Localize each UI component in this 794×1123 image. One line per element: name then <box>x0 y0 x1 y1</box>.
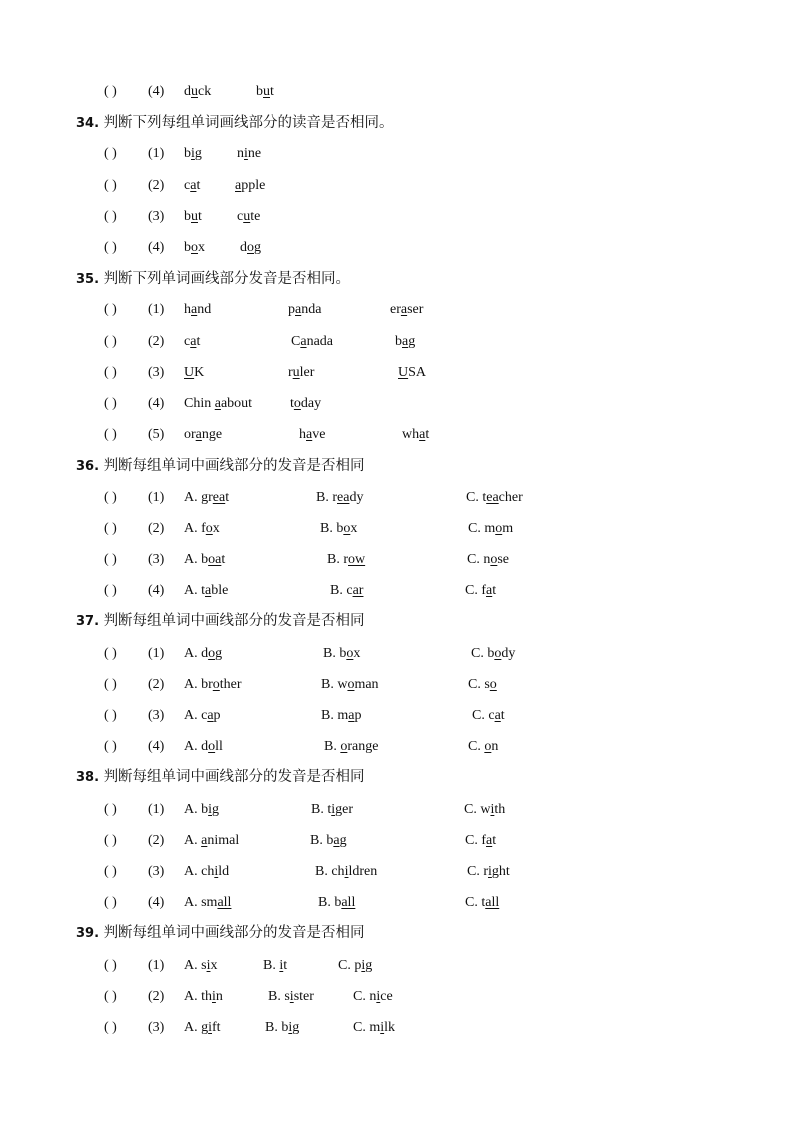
question-instruction: 判断下列每组单词画线部分的读音是否相同。 <box>103 115 394 131</box>
word-option: eraser <box>390 302 424 317</box>
underlined-letters: i <box>244 146 248 161</box>
word-option: UK <box>184 365 205 380</box>
question-number: 38. <box>76 770 104 785</box>
underlined-letters: o <box>489 677 497 692</box>
underlined-letters: o <box>495 521 503 536</box>
underlined-letters: i <box>331 802 336 817</box>
item-number: (4) <box>148 739 165 754</box>
word-option: B. map <box>321 708 362 723</box>
underlined-letters: a <box>201 833 208 848</box>
underlined-letters: a <box>486 833 493 848</box>
word-option: what <box>402 427 430 442</box>
item-number: (4) <box>148 84 165 99</box>
answer-blank[interactable]: ( ) <box>104 583 117 598</box>
underlined-letters: a <box>400 302 408 317</box>
word-option: orange <box>184 427 223 442</box>
underlined-letters: all <box>341 895 356 910</box>
word-option: B. car <box>330 583 364 598</box>
answer-blank[interactable]: ( ) <box>104 209 117 224</box>
word-option: C. on <box>468 739 499 754</box>
question-heading <box>76 266 350 292</box>
underlined-letters: all <box>217 895 232 910</box>
underlined-letters: a <box>190 334 197 349</box>
word-option: dog <box>240 240 261 255</box>
item-number: (2) <box>148 521 165 536</box>
word-option: but <box>256 84 274 99</box>
word-option: B. big <box>265 1020 300 1035</box>
word-option: C. nice <box>353 989 393 1004</box>
underlined-letters: ea <box>486 490 499 505</box>
underlined-letters: a <box>300 334 307 349</box>
question-heading <box>76 110 394 136</box>
word-option: B. it <box>263 958 288 973</box>
question-number: 35. <box>76 272 104 287</box>
word-option: cat <box>184 178 201 193</box>
answer-blank[interactable]: ( ) <box>104 739 117 754</box>
underlined-letters: a <box>214 396 221 411</box>
underlined-letters: u <box>191 209 198 224</box>
word-option: apple <box>235 178 266 193</box>
underlined-letters: U <box>184 365 195 380</box>
word-option: A. fox <box>184 521 220 536</box>
item-number: (3) <box>148 209 165 224</box>
answer-blank[interactable]: ( ) <box>104 958 117 973</box>
word-option: A. six <box>184 958 218 973</box>
item-number: (3) <box>148 552 165 567</box>
question-heading <box>76 920 365 946</box>
item-number: (4) <box>148 895 165 910</box>
item-number: (2) <box>148 677 165 692</box>
word-option: C. milk <box>353 1020 396 1035</box>
word-option: C. cat <box>472 708 505 723</box>
question-heading <box>76 764 365 790</box>
question-instruction: 判断每组单词中画线部分的发音是否相同 <box>103 925 365 941</box>
underlined-letters: ar <box>352 583 364 598</box>
word-option: hand <box>184 302 212 317</box>
answer-blank[interactable]: ( ) <box>104 240 117 255</box>
word-option: today <box>290 396 322 411</box>
underlined-letters: o <box>191 240 198 255</box>
underlined-letters: i <box>214 864 219 879</box>
underlined-letters: i <box>206 958 211 973</box>
word-option: C. nose <box>467 552 510 567</box>
underlined-letters: o <box>208 739 216 754</box>
word-option: C. with <box>464 802 506 817</box>
word-option: C. right <box>467 864 510 879</box>
answer-blank[interactable]: ( ) <box>104 178 117 193</box>
answer-blank[interactable]: ( ) <box>104 895 117 910</box>
question-heading <box>76 608 365 634</box>
word-option: A. small <box>184 895 232 910</box>
word-option: B. ball <box>318 895 356 910</box>
item-number: (1) <box>148 802 165 817</box>
answer-blank[interactable]: ( ) <box>104 334 117 349</box>
underlined-letters: i <box>208 802 213 817</box>
underlined-letters: o <box>208 646 216 661</box>
underlined-letters: o <box>293 396 301 411</box>
item-number: (1) <box>148 490 165 505</box>
underlined-letters: o <box>343 521 351 536</box>
word-option: ruler <box>288 365 315 380</box>
word-option: C. pig <box>338 958 373 973</box>
question-instruction: 判断下列单词画线部分发音是否相同。 <box>103 271 351 287</box>
answer-blank[interactable]: ( ) <box>104 427 117 442</box>
item-number: (3) <box>148 365 165 380</box>
item-number: (2) <box>148 334 165 349</box>
answer-blank[interactable]: ( ) <box>104 677 117 692</box>
underlined-letters: o <box>484 739 492 754</box>
underlined-letters: o <box>212 677 220 692</box>
word-option: A. gift <box>184 1020 221 1035</box>
answer-blank[interactable]: ( ) <box>104 396 117 411</box>
word-option: cute <box>237 209 261 224</box>
underlined-letters: i <box>208 1020 213 1035</box>
question-instruction: 判断每组单词中画线部分的发音是否相同 <box>103 458 365 474</box>
word-option: bag <box>395 334 416 349</box>
item-number: (3) <box>148 1020 165 1035</box>
underlined-letters: i <box>191 146 195 161</box>
question-heading <box>76 453 365 479</box>
word-option: B. woman <box>321 677 379 692</box>
answer-blank[interactable]: ( ) <box>104 84 117 99</box>
word-option: panda <box>288 302 322 317</box>
item-number: (2) <box>148 178 165 193</box>
underlined-letters: i <box>490 802 495 817</box>
word-option: USA <box>398 365 427 380</box>
item-number: (4) <box>148 240 165 255</box>
word-option: A. dog <box>184 646 223 661</box>
underlined-letters: oa <box>208 552 222 567</box>
question-instruction: 判断每组单词中画线部分的发音是否相同 <box>103 769 365 785</box>
underlined-letters: a <box>295 302 302 317</box>
underlined-letters: o <box>490 552 498 567</box>
underlined-letters: i <box>289 989 294 1004</box>
answer-blank[interactable]: ( ) <box>104 646 117 661</box>
underlined-letters: ow <box>348 552 366 567</box>
word-option: B. row <box>327 552 366 567</box>
underlined-letters: U <box>398 365 409 380</box>
underlined-letters: all <box>485 895 500 910</box>
word-option: Chin aabout <box>184 396 253 411</box>
underlined-letters: i <box>376 989 381 1004</box>
underlined-letters: a <box>348 708 355 723</box>
underlined-letters: u <box>243 209 251 224</box>
underlined-letters: a <box>190 178 197 193</box>
word-option: A. cap <box>184 708 221 723</box>
underlined-letters: o <box>247 240 254 255</box>
underlined-letters: i <box>344 864 349 879</box>
underlined-letters: o <box>346 646 354 661</box>
word-option: B. tiger <box>311 802 354 817</box>
underlined-letters: i <box>361 958 366 973</box>
underlined-letters: o <box>340 739 348 754</box>
underlined-letters: ea <box>212 490 226 505</box>
word-option: nine <box>237 146 262 161</box>
word-option: B. box <box>320 521 358 536</box>
answer-blank[interactable]: ( ) <box>104 802 117 817</box>
answer-blank[interactable]: ( ) <box>104 490 117 505</box>
word-option: C. fat <box>465 583 497 598</box>
word-option: C. tall <box>465 895 500 910</box>
underlined-letters: a <box>207 708 214 723</box>
word-option: A. animal <box>184 833 240 848</box>
word-option: A. great <box>184 490 230 505</box>
word-option: C. teacher <box>466 490 523 505</box>
underlined-letters: i <box>488 864 492 879</box>
answer-blank[interactable]: ( ) <box>104 1020 117 1035</box>
word-option: A. thin <box>184 989 223 1004</box>
item-number: (3) <box>148 864 165 879</box>
word-option: A. table <box>184 583 229 598</box>
underlined-letters: i <box>380 1020 385 1035</box>
word-option: A. doll <box>184 739 223 754</box>
underlined-letters: o <box>494 646 502 661</box>
question-number: 37. <box>76 614 104 629</box>
word-option: Canada <box>291 334 333 349</box>
underlined-letters: a <box>402 334 409 349</box>
word-option: A. boat <box>184 552 226 567</box>
answer-blank[interactable]: ( ) <box>104 521 117 536</box>
word-option: B. bag <box>310 833 347 848</box>
word-option: B. children <box>315 864 378 879</box>
question-number: 34. <box>76 116 104 131</box>
item-number: (1) <box>148 646 165 661</box>
word-option: B. orange <box>324 739 379 754</box>
answer-blank[interactable]: ( ) <box>104 365 117 380</box>
item-number: (1) <box>148 958 165 973</box>
item-number: (4) <box>148 396 165 411</box>
underlined-letters: a <box>486 583 493 598</box>
underlined-letters: a <box>195 427 202 442</box>
underlined-letters: a <box>419 427 426 442</box>
question-number: 39. <box>76 926 104 941</box>
answer-blank[interactable]: ( ) <box>104 833 117 848</box>
word-option: C. fat <box>465 833 497 848</box>
answer-blank[interactable]: ( ) <box>104 708 117 723</box>
word-option: have <box>299 427 326 442</box>
item-number: (2) <box>148 989 165 1004</box>
question-number: 36. <box>76 459 104 474</box>
underlined-letters: i <box>288 1020 293 1035</box>
word-option: B. box <box>323 646 361 661</box>
word-option: C. body <box>471 646 516 661</box>
word-option: duck <box>184 84 212 99</box>
answer-blank[interactable]: ( ) <box>104 552 117 567</box>
answer-blank[interactable]: ( ) <box>104 989 117 1004</box>
underlined-letters: u <box>292 365 300 380</box>
underlined-letters: o <box>205 521 213 536</box>
underlined-letters: i <box>212 989 216 1004</box>
underlined-letters: a <box>306 427 313 442</box>
word-option: cat <box>184 334 201 349</box>
underlined-letters: ea <box>337 490 350 505</box>
word-option: box <box>184 240 205 255</box>
underlined-letters: a <box>333 833 340 848</box>
underlined-letters: a <box>191 302 198 317</box>
word-option: B. ready <box>316 490 364 505</box>
underlined-letters: u <box>263 84 270 99</box>
item-number: (1) <box>148 302 165 317</box>
word-option: B. sister <box>268 989 314 1004</box>
underlined-letters: o <box>347 677 355 692</box>
item-number: (3) <box>148 708 165 723</box>
underlined-letters: u <box>191 84 198 99</box>
underlined-letters: a <box>235 178 242 193</box>
word-option: A. big <box>184 802 220 817</box>
item-number: (5) <box>148 427 165 442</box>
underlined-letters: a <box>205 583 212 598</box>
answer-blank[interactable]: ( ) <box>104 146 117 161</box>
item-number: (2) <box>148 833 165 848</box>
word-option: C. so <box>468 677 497 692</box>
word-option: A. brother <box>184 677 242 692</box>
word-option: C. mom <box>468 521 514 536</box>
answer-blank[interactable]: ( ) <box>104 302 117 317</box>
word-option: big <box>184 146 202 161</box>
question-instruction: 判断每组单词中画线部分的发音是否相同 <box>103 613 365 629</box>
answer-blank[interactable]: ( ) <box>104 864 117 879</box>
underlined-letters: a <box>494 708 501 723</box>
item-number: (1) <box>148 146 165 161</box>
word-option: but <box>184 209 202 224</box>
item-number: (4) <box>148 583 165 598</box>
underlined-letters: i <box>279 958 284 973</box>
word-option: A. child <box>184 864 230 879</box>
